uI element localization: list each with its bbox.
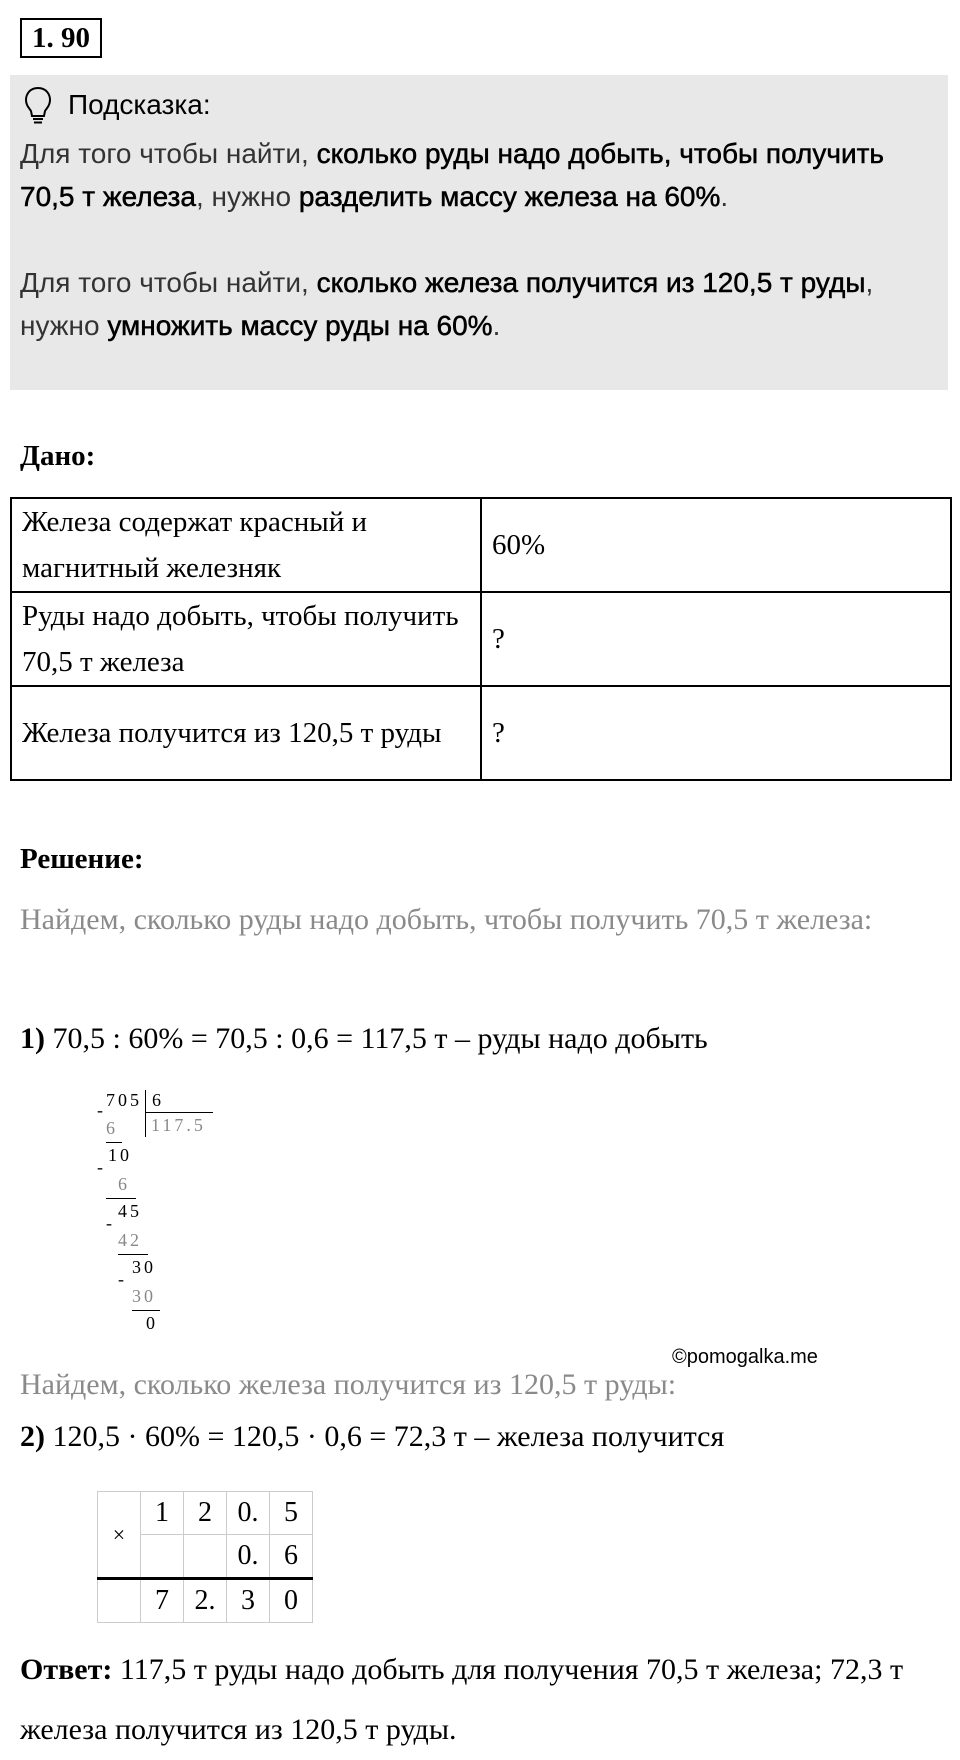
division-step: 10 — [108, 1145, 132, 1165]
task-number: 1. 90 — [20, 18, 102, 58]
hint-title: Подсказка: — [68, 89, 211, 120]
grid-cell: 0 — [270, 1579, 313, 1623]
hint-paragraph-1: Для того чтобы найти, сколько руды надо добыть, чтобы получить 70,5 т железа, нужно разделить массу железа на 60%. — [20, 138, 885, 212]
division-line — [132, 1310, 160, 1311]
division-step: 6 — [118, 1174, 130, 1194]
grid-cell: 0. — [227, 1535, 270, 1579]
given-value: 60% — [481, 498, 951, 592]
grid-cell: 7 — [141, 1579, 184, 1623]
grid-cell — [141, 1535, 184, 1579]
division-divisor: 6 — [152, 1090, 164, 1110]
lightbulb-icon — [22, 85, 54, 125]
table-row — [11, 498, 951, 592]
division-step: 30 — [132, 1257, 156, 1277]
minus-sign: - — [106, 1213, 115, 1233]
division-step: 30 — [132, 1286, 156, 1306]
grid-cell: 1 — [141, 1492, 184, 1535]
division-step: 45 — [118, 1201, 142, 1221]
watermark: ©pomogalka.me — [672, 1346, 818, 1368]
given-heading: Дано: — [20, 440, 96, 472]
table-row — [11, 592, 951, 686]
division-quotient: 117.5 — [151, 1115, 206, 1135]
division-bar — [145, 1090, 146, 1137]
grid-cell — [184, 1535, 227, 1579]
multiplication-grid — [97, 1491, 313, 1623]
given-table — [10, 497, 952, 781]
minus-sign: - — [97, 1157, 106, 1177]
minus-sign: - — [97, 1100, 106, 1120]
division-dividend: 705 — [106, 1090, 142, 1110]
division-line — [106, 1198, 136, 1199]
grid-cell: 6 — [270, 1535, 313, 1579]
hint-box — [10, 75, 948, 390]
given-label: Железа получится из 120,5 т руды — [11, 686, 481, 780]
grid-cell: 2 — [184, 1492, 227, 1535]
given-label: Руды надо добыть, чтобы получить 70,5 т железа — [11, 592, 481, 686]
answer: Ответ: 117,5 т руды надо добыть для получения 70,5 т железа; 72,3 т железа получится из 120,5 т руды. — [20, 1653, 904, 1746]
grid-cell: 2. — [184, 1579, 227, 1623]
step1-intro: Найдем, сколько руды надо добыть, чтобы получить 70,5 т железа: — [20, 903, 873, 936]
grid-cell — [98, 1579, 141, 1623]
step2-expression: 2) 120,5 · 60% = 120,5 · 0,6 = 72,3 т – железа получится — [20, 1420, 725, 1453]
division-step: 42 — [118, 1230, 142, 1250]
grid-cell: 5 — [270, 1492, 313, 1535]
grid-cell: 3 — [227, 1579, 270, 1623]
table-row — [11, 686, 951, 780]
division-line — [118, 1254, 148, 1255]
division-line — [106, 1142, 122, 1143]
division-bar — [145, 1112, 213, 1113]
multiply-sign: × — [98, 1492, 141, 1579]
given-label: Железа содержат красный и магнитный железняк — [11, 498, 481, 592]
step1-expression: 1) 70,5 : 60% = 70,5 : 0,6 = 117,5 т – руды надо добыть — [20, 1022, 708, 1055]
hint-paragraph-2: Для того чтобы найти, сколько железа получится из 120,5 т руды, нужно умножить массу руды на 60%. — [20, 267, 874, 341]
grid-cell: 0. — [227, 1492, 270, 1535]
minus-sign: - — [118, 1269, 127, 1289]
division-step: 0 — [146, 1313, 158, 1333]
solution-heading: Решение: — [20, 843, 144, 875]
given-value: ? — [481, 592, 951, 686]
step2-intro: Найдем, сколько железа получится из 120,5 т руды: — [20, 1368, 677, 1401]
division-step: 6 — [106, 1118, 118, 1138]
given-value: ? — [481, 686, 951, 780]
